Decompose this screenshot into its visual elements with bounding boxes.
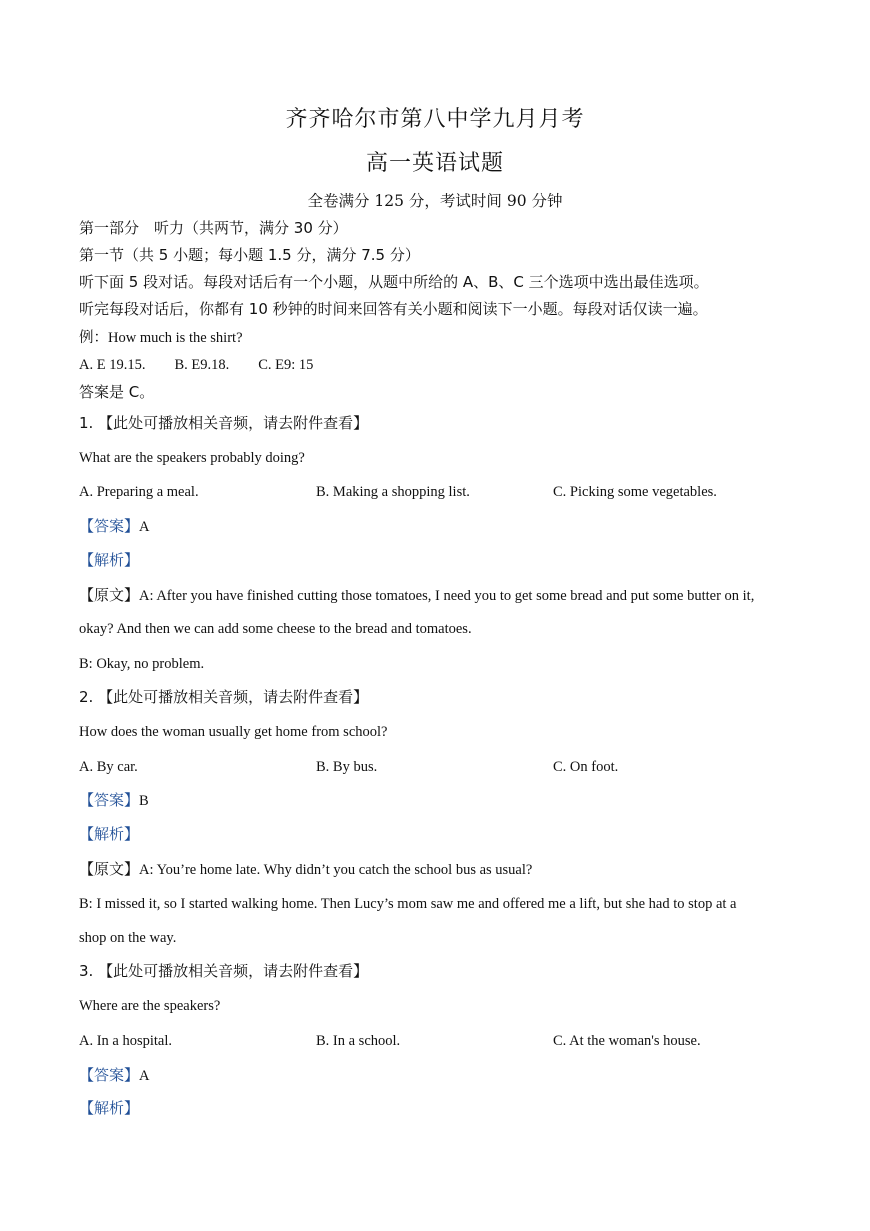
analysis-label: 【解析】 [79,551,140,569]
options-row [0,1032,870,1050]
exam-subject: 高一英语试题 [365,151,504,176]
transcript-line: shop on the way. [79,930,177,946]
options-row [0,483,870,501]
question-text: How does the woman usually get home from school? [79,724,388,740]
section-heading: 第一节（共 5 小题；每小题 1.5 分，满分 7.5 分） [79,246,420,264]
transcript-line: B: Okay, no problem. [79,656,205,672]
option-b: B. In a school. [316,1033,401,1049]
answer-line [79,1066,150,1085]
option-a: A. In a hospital. [79,1033,173,1049]
transcript-text: A: After you have finished cutting those tomatoes, I need you to get some bread and put some butter on it, [139,588,755,604]
transcript-label: 【原文】 [79,860,140,878]
answer-label: 【答案】 [79,1066,140,1084]
answer-label: 【答案】 [79,517,140,535]
exam-info: 全卷满分 125 分，考试时间 90 分钟 [307,192,563,210]
example-question: 例：How much is the shirt? [79,330,243,346]
option-a: A. By car. [79,759,138,775]
analysis-label: 【解析】 [79,825,140,843]
instruction-line-2: 听完每段对话后，你都有 10 秒钟的时间来回答有关小题和阅读下一小题。每段对话仅读一遍。 [79,300,708,318]
transcript-line: B: I missed it, so I started walking home. Then Lucy’s mom saw me and offered me a lift, but she had to stop at a [79,896,737,912]
option-b: B. Making a shopping list. [316,484,470,500]
part-heading: 第一部分 听力（共两节，满分 30 分） [79,219,348,237]
instruction-line-1: 听下面 5 段对话。每段对话后有一个小题，从题中所给的 A、B、C 三个选项中选出最佳选项。 [79,273,709,291]
transcript-text: A: You’re home late. Why didn’t you catch the school bus as usual? [139,862,533,878]
transcript-line [79,860,532,879]
question-text: What are the speakers probably doing? [79,450,305,466]
answer-value: B [139,793,149,809]
audio-placeholder[interactable]: 3. 【此处可播放相关音频，请去附件查看】 [79,962,369,980]
audio-placeholder[interactable]: 2. 【此处可播放相关音频，请去附件查看】 [79,688,369,706]
answer-line [79,517,150,536]
example-answer: 答案是 C。 [79,383,155,401]
analysis-label: 【解析】 [79,1099,140,1117]
option-b: B. By bus. [316,759,378,775]
answer-value: A [139,519,150,535]
answer-label: 【答案】 [79,791,140,809]
question-text: Where are the speakers? [79,998,221,1014]
transcript-line: okay? And then we can add some cheese to the bread and tomatoes. [79,621,472,637]
audio-placeholder[interactable]: 1. 【此处可播放相关音频，请去附件查看】 [79,414,369,432]
option-c: C. On foot. [553,759,619,775]
example-options: A. E 19.15. B. E9.18. C. E9: 15 [79,357,314,373]
answer-line [79,791,149,810]
option-c: C. At the woman's house. [553,1033,701,1049]
option-a: A. Preparing a meal. [79,484,199,500]
transcript-label: 【原文】 [79,586,140,604]
transcript-line [79,586,754,605]
option-c: C. Picking some vegetables. [553,484,717,500]
exam-title: 齐齐哈尔市第八中学九月月考 [285,107,585,132]
answer-value: A [139,1068,150,1084]
options-row [0,758,870,776]
